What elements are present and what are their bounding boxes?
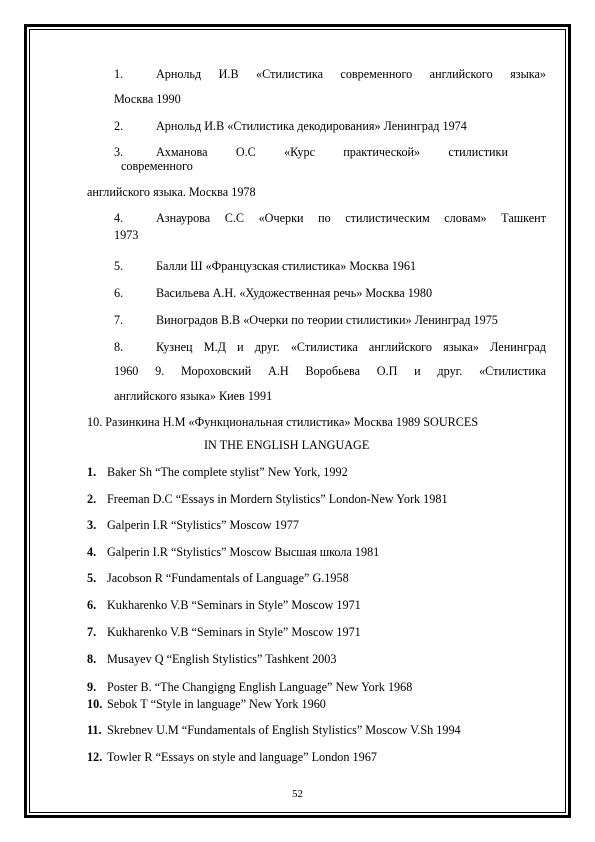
ref-text: Балли Ш «Французская стилистика» Москва 1961 xyxy=(156,259,417,273)
page-number: 52 xyxy=(292,788,303,800)
ref-number: 6. xyxy=(87,598,97,612)
ref-text: 10. Разинкина Н.М «Функциональная стилистика» Москва 1989 SOURCES xyxy=(87,415,479,429)
ref-text: современного xyxy=(121,159,193,173)
ref-number: 3. xyxy=(87,518,97,532)
ref-text: Poster B. “The Changigng English Language” New York 1968 xyxy=(107,680,413,694)
section-heading: IN THE ENGLISH LANGUAGE xyxy=(204,438,370,452)
ref-text: Galperin I.R “Stylistics” Moscow 1977 xyxy=(107,518,299,532)
ref-text: Виноградов В.В «Очерки по теории стилистики» Ленинград 1975 xyxy=(156,313,498,327)
ref-text: английского языка. Москва 1978 xyxy=(87,185,256,199)
ref-number: 12. xyxy=(87,750,103,764)
ref-number: 9. xyxy=(87,680,97,694)
ref-text: Baker Sh “The complete stylist” New York, 1992 xyxy=(107,465,348,479)
ref-text: Freeman D.C “Essays in Mordern Stylistics” London-New York 1981 xyxy=(107,492,448,506)
ref-number: 2. xyxy=(87,492,97,506)
ref-text: Азнаурова С.С «Очерки по стилистическим словам» Ташкент xyxy=(156,211,546,225)
ref-number: 8. xyxy=(87,652,97,666)
ref-text: Kukharenko V.B “Seminars in Style” Moscow 1971 xyxy=(107,625,361,639)
ref-text: Towler R “Essays on style and language” London 1967 xyxy=(107,750,377,764)
ref-text: Ахманова О.С «Курс практической» стилистики xyxy=(156,145,508,159)
ref-text: Jacobson R “Fundamentals of Language” G.1958 xyxy=(107,571,349,585)
ref-number: 6. xyxy=(114,286,124,300)
ref-text: Skrebnev U.M “Fundamentals of English Stylistics” Moscow V.Sh 1994 xyxy=(107,723,461,737)
ref-text: Кузнец М.Д и друг. «Стилистика английского языка» Ленинград xyxy=(156,340,546,354)
ref-text: 1973 xyxy=(114,228,139,242)
ref-number: 5. xyxy=(87,571,97,585)
ref-text: английского языка» Киев 1991 xyxy=(114,389,273,403)
ref-number: 7. xyxy=(87,625,97,639)
ref-text: Musayev Q “English Stylistics” Tashkent 2003 xyxy=(107,652,337,666)
ref-text: 1960 9. Мороховский А.Н Воробьева О.П и друг. «Стилистика xyxy=(114,364,546,378)
ref-number: 4. xyxy=(87,545,97,559)
ref-number: 4. xyxy=(114,211,124,225)
ref-number: 2. xyxy=(114,119,124,133)
ref-text: Арнольд И.В «Стилистика декодирования» Ленинград 1974 xyxy=(156,119,467,133)
ref-text: Москва 1990 xyxy=(114,92,181,106)
ref-text: Kukharenko V.B “Seminars in Style” Moscow 1971 xyxy=(107,598,361,612)
ref-number: 5. xyxy=(114,259,124,273)
ref-number: 1. xyxy=(114,67,124,81)
ref-number: 8. xyxy=(114,340,124,354)
ref-number: 11. xyxy=(87,723,102,737)
ref-text: Galperin I.R “Stylistics” Moscow Высшая школа 1981 xyxy=(107,545,380,559)
ref-number: 7. xyxy=(114,313,124,327)
ref-text: Васильева А.Н. «Художественная речь» Москва 1980 xyxy=(156,286,433,300)
ref-number: 3. xyxy=(114,145,124,159)
ref-text: Арнольд И.В «Стилистика современного английского языка» xyxy=(156,67,546,81)
ref-text: Sebok T “Style in language” New York 1960 xyxy=(107,697,326,711)
ref-number: 10. xyxy=(87,697,103,711)
ref-number: 1. xyxy=(87,465,97,479)
